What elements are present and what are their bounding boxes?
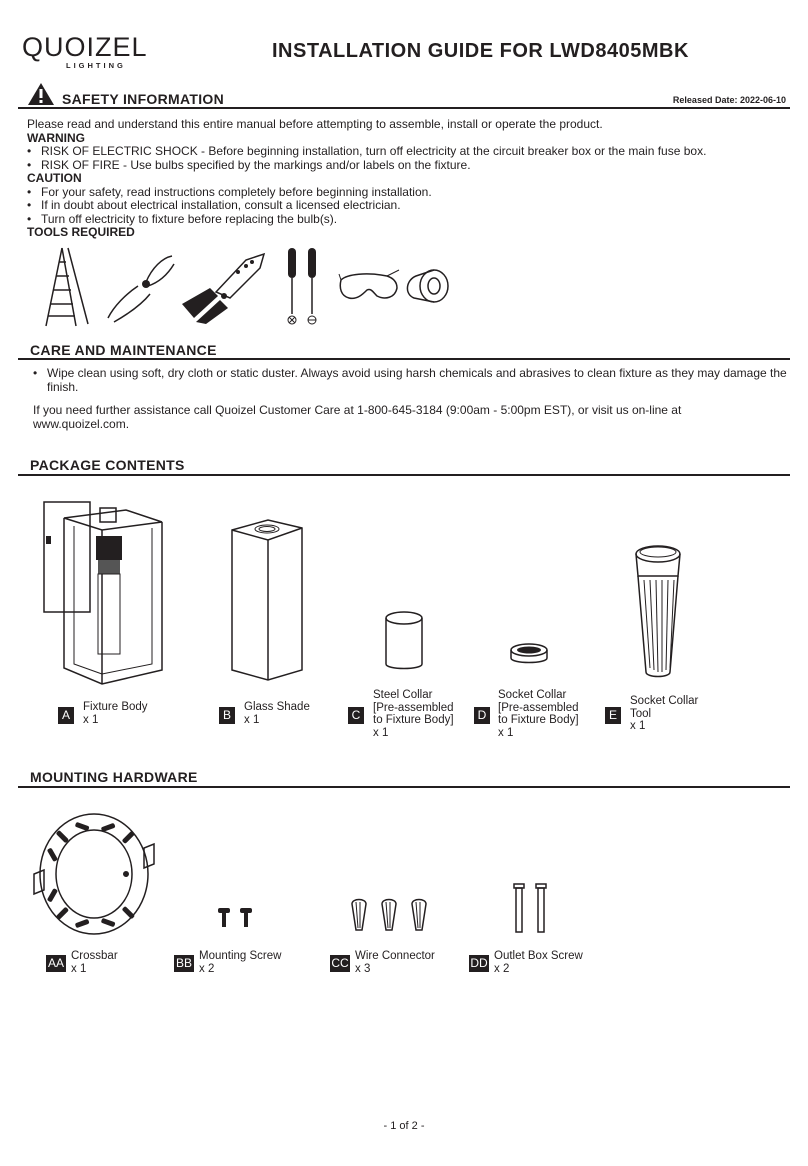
part-qty: x 1 [498, 726, 514, 739]
package-section-title: PACKAGE CONTENTS [30, 457, 185, 473]
screwdrivers-icon [283, 248, 325, 328]
caution-label: CAUTION [27, 171, 82, 185]
hardware-badge-bb: BB [175, 956, 192, 970]
package-divider [18, 474, 790, 476]
part-qty: x 3 [355, 962, 371, 975]
mounting-screw-illustration [216, 906, 256, 930]
steel-collar-illustration [382, 610, 426, 672]
part-name: Mounting Screw [199, 950, 282, 962]
part-name: Steel Collar [373, 689, 433, 701]
socket-collar-tool-illustration [628, 540, 688, 680]
part-label-a [83, 701, 148, 726]
part-name: Socket Collar [498, 689, 567, 701]
hardware-label-aa [71, 950, 118, 975]
part-badge-b: B [219, 707, 235, 724]
wire-connector-illustration [348, 894, 434, 934]
brand-subtitle: LIGHTING [66, 61, 126, 70]
part-qty: x 1 [373, 726, 389, 739]
part-note: [Pre-assembled [498, 701, 579, 714]
care-bullet: • Wipe clean using soft, dry cloth or static duster. Always avoid using harsh chemicals and abrasives to clean fixture as they may damage the finish. [33, 367, 788, 394]
part-label-c [373, 689, 454, 739]
part-qty: x 1 [244, 713, 260, 726]
hardware-section-title: MOUNTING HARDWARE [30, 769, 198, 785]
wire-stripper-icon [180, 248, 266, 324]
part-name: Glass Shade [244, 701, 310, 713]
part-name: Outlet Box Screw [494, 950, 583, 962]
electrical-tape-icon [402, 266, 452, 306]
part-name: Socket Collar [630, 695, 699, 707]
safety-section-title: SAFETY INFORMATION [62, 91, 224, 107]
part-badge-d: D [474, 707, 490, 724]
released-date: Released Date: 2022-06-10 [672, 95, 786, 105]
hardware-label-bb [199, 950, 281, 975]
part-badge-e: E [605, 707, 621, 724]
page-number: - 1 of 2 - [383, 1120, 425, 1132]
part-qty: x 2 [494, 962, 510, 975]
part-badge-c: C [348, 707, 364, 724]
hardware-badge-aa: AA [47, 956, 64, 970]
warning-item: • RISK OF ELECTRIC SHOCK - Before beginning installation, turn off electricity at the circuit breaker box or the main fuse box. [27, 145, 787, 159]
part-name-cont: Tool [630, 707, 652, 720]
part-qty: x 1 [83, 713, 99, 726]
brand-logo: QUOIZEL [22, 32, 148, 62]
hardware-divider [18, 786, 790, 788]
outlet-box-screw-illustration [510, 882, 554, 934]
safety-divider [18, 107, 790, 109]
part-note: [Pre-assembled [373, 701, 454, 714]
caution-item: • If in doubt about electrical installation, consult a licensed electrician. [27, 199, 787, 213]
glass-shade-illustration [226, 514, 306, 684]
hardware-label-dd [494, 950, 583, 975]
safety-glasses-icon [337, 266, 401, 306]
part-qty: x 1 [630, 720, 646, 732]
care-divider [18, 358, 790, 360]
ladder-icon [42, 246, 92, 328]
hardware-badge-cc: CC [331, 956, 349, 970]
part-name: Fixture Body [83, 701, 148, 713]
socket-collar-illustration [506, 640, 552, 666]
part-note: to Fixture Body] [373, 714, 454, 726]
care-section-title: CARE AND MAINTENANCE [30, 342, 217, 358]
part-badge-a: A [58, 707, 74, 724]
part-qty: x 1 [71, 962, 87, 975]
part-label-e [630, 695, 698, 733]
fixture-body-illustration [40, 488, 176, 688]
safety-body [27, 118, 787, 240]
caution-item: • Turn off electricity to fixture before replacing the bulb(s). [27, 213, 787, 227]
part-label-d [498, 689, 579, 739]
part-qty: x 2 [199, 962, 215, 975]
care-item [33, 367, 788, 394]
warning-icon [27, 82, 55, 106]
warning-item: • RISK OF FIRE - Use bulbs specified by the markings and/or labels on the fixture. [27, 159, 787, 173]
part-note: to Fixture Body] [498, 714, 579, 726]
hardware-badge-dd: DD [470, 956, 488, 970]
part-name: Wire Connector [355, 950, 435, 962]
hardware-label-cc [355, 950, 435, 975]
customer-care-text: If you need further assistance call Quoizel Customer Care at 1-800-645-3184 (9:00am - 5:00pm EST), or visit us on-line at www.quoizel.com. [33, 403, 682, 431]
warning-label: WARNING [27, 130, 85, 145]
safety-intro: Please read and understand this entire manual before attempting to assemble, install or operate the product. [27, 117, 603, 131]
crossbar-illustration [30, 808, 158, 940]
page-title: INSTALLATION GUIDE FOR LWD8405MBK [272, 40, 689, 62]
pliers-icon [104, 248, 176, 324]
part-label-b [244, 701, 310, 726]
part-name: Crossbar [71, 950, 118, 962]
caution-item: • For your safety, read instructions completely before beginning installation. [27, 186, 787, 200]
tools-label: TOOLS REQUIRED [27, 225, 135, 239]
